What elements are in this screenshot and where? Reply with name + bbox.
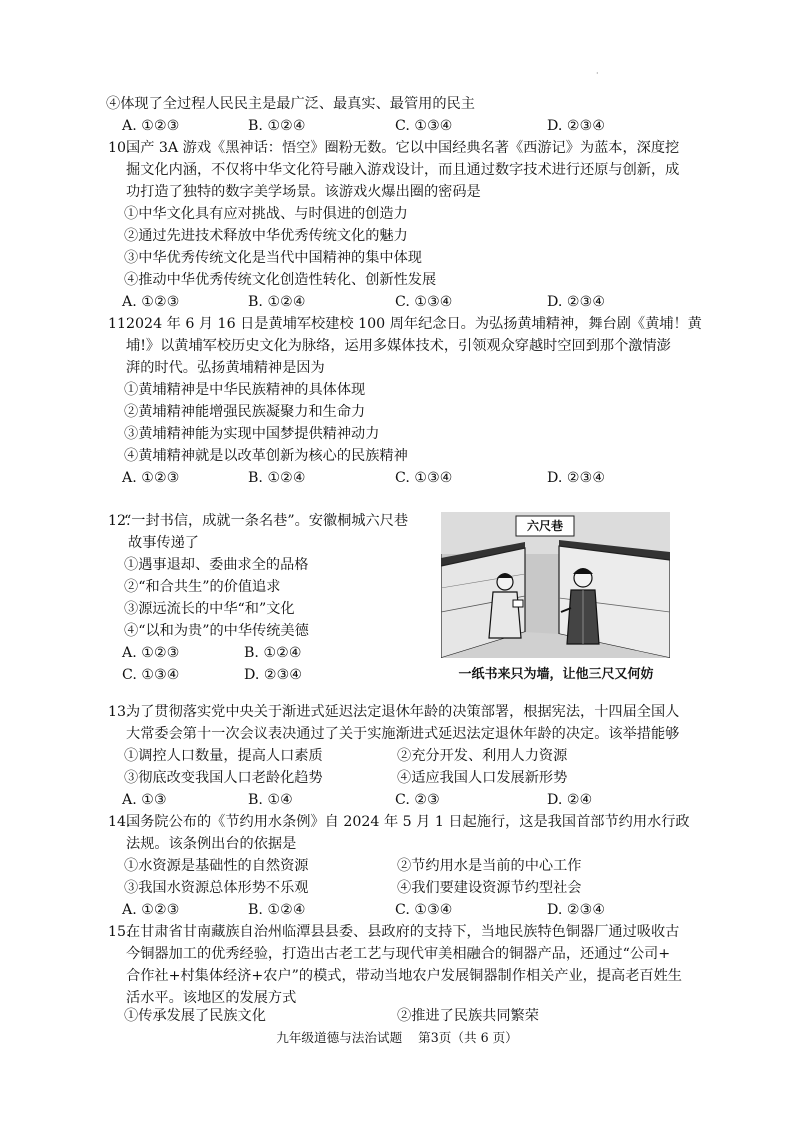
q13-stem-line: 大常委会第十一次会议表决通过了关于实施渐进式延迟法定退休年龄的决定。该举措能够 — [126, 726, 680, 742]
q10-option-d[interactable]: D. ②③④ — [547, 294, 606, 310]
q14-statement-4: ④我们要建设资源节约型社会 — [397, 880, 582, 896]
q11-option-d[interactable]: D. ②③④ — [547, 470, 606, 486]
q13-statement-3: ③彻底改变我国人口老龄化趋势 — [124, 770, 323, 786]
q9-option-a[interactable]: A. ①②③ — [122, 118, 180, 134]
q15-stem-line: 今铜器加工的优秀经验，打造出古老工艺与现代审美相融合的铜器产品，还通过“公司+ — [126, 946, 671, 962]
q14-stem-line: 国务院公布的《节约用水条例》自 2024 年 5 月 1 日起施行，这是我国首部节约用水行政 — [126, 814, 690, 830]
footer-subject: 九年级道德与法治试题 — [276, 1030, 403, 1045]
q10-option-b[interactable]: B. ①②④ — [248, 294, 306, 310]
q12-statement-2: ②“和合共生”的价值追求 — [124, 579, 281, 595]
q11-stem-line: 2024 年 6 月 16 日是黄埔军校建校 100 周年纪念日。为弘扬黄埔精神，舞台剧《黄埔！黄 — [126, 316, 702, 332]
liuchi-alley-illustration — [441, 512, 670, 658]
q9-option-d[interactable]: D. ②③④ — [547, 118, 606, 134]
q11-statement-1: ①黄埔精神是中华民族精神的具体体现 — [124, 382, 366, 398]
q15-stem-line: 在甘肃省甘南藏族自治州临潭县县委、县政府的支持下，当地民族特色铜器厂通过吸收古 — [126, 924, 680, 940]
q14-statement-1: ①水资源是基础性的自然资源 — [124, 858, 309, 874]
page-footer — [0, 1027, 794, 1049]
q12-statement-3: ③源远流长的中华“和”文化 — [124, 601, 295, 617]
q13-number: 13. — [108, 704, 131, 720]
q12-statement-1: ①遇事退却、委曲求全的品格 — [124, 557, 309, 573]
q13-option-c[interactable]: C. ②③ — [395, 792, 440, 808]
q13-statement-4: ④适应我国人口发展新形势 — [397, 770, 568, 786]
q12-option-c[interactable]: C. ①③④ — [122, 667, 180, 683]
q10-option-c[interactable]: C. ①③④ — [395, 294, 453, 310]
q10-statement-1: ①中华文化具有应对挑战、与时俱进的创造力 — [124, 206, 408, 222]
q13-stem-line: 为了贯彻落实党中央关于渐进式延迟法定退休年龄的决策部署，根据宪法，十四届全国人 — [126, 704, 680, 720]
q12-option-d[interactable]: D. ②③④ — [244, 667, 303, 683]
q14-option-d[interactable]: D. ②③④ — [547, 902, 606, 918]
q10-statement-2: ②通过先进技术释放中华优秀传统文化的魅力 — [124, 228, 408, 244]
q14-statement-2: ②节约用水是当前的中心工作 — [397, 858, 582, 874]
scan-dot: · — [596, 69, 599, 78]
q15-statement-1: ①传承发展了民族文化 — [124, 1008, 266, 1024]
q11-stem-line: 湃的时代。弘扬黄埔精神是因为 — [126, 360, 325, 376]
q14-option-c[interactable]: C. ①③④ — [395, 902, 453, 918]
footer-page-number: 第3页（共 6 页） — [418, 1030, 518, 1045]
q12-number: 12. — [108, 513, 131, 529]
q10-option-a[interactable]: A. ①②③ — [122, 294, 180, 310]
q15-number: 15. — [108, 924, 131, 940]
q11-option-c[interactable]: C. ①③④ — [395, 470, 453, 486]
figure-sign-title: 六尺巷 — [526, 519, 563, 533]
q13-statement-1: ①调控人口数量，提高人口素质 — [124, 748, 323, 764]
q14-option-a[interactable]: A. ①②③ — [122, 902, 180, 918]
q15-statement-2: ②推进了民族共同繁荣 — [397, 1008, 539, 1024]
q13-option-b[interactable]: B. ①④ — [248, 792, 293, 808]
q14-number: 14. — [108, 814, 131, 830]
q11-statement-4: ④黄埔精神就是以改革创新为核心的民族精神 — [124, 448, 408, 464]
q15-stem-line: 合作社+村集体经济+农户”的模式，带动当地农户发展铜器制作相关产业，提高老百姓生 — [126, 968, 682, 984]
q11-stem-line: 埔!》以黄埔军校历史文化为脉络，运用多媒体技术，引领观众穿越时空回到那个激情澎 — [126, 338, 671, 354]
q13-option-d[interactable]: D. ②④ — [547, 792, 593, 808]
q12-option-a[interactable]: A. ①②③ — [122, 645, 180, 661]
q10-stem-line: 功打造了独特的数字美学场景。该游戏火爆出圈的密码是 — [126, 184, 481, 200]
q11-number: 11. — [108, 316, 131, 332]
q11-option-b[interactable]: B. ①②④ — [248, 470, 306, 486]
q9-statement-4: ④体现了全过程人民民主是最广泛、最真实、最管用的民主 — [106, 96, 475, 112]
q11-statement-3: ③黄埔精神能为实现中国梦提供精神动力 — [124, 426, 380, 442]
q14-stem-line: 法规。该条例出台的依据是 — [126, 836, 297, 852]
q9-option-b[interactable]: B. ①②④ — [248, 118, 306, 134]
q14-option-b[interactable]: B. ①②④ — [248, 902, 306, 918]
q12-option-b[interactable]: B. ①②④ — [244, 645, 302, 661]
q15-stem-line: 活水平。该地区的发展方式 — [126, 990, 297, 1006]
q13-option-a[interactable]: A. ①③ — [122, 792, 167, 808]
q12-stem-line: 故事传递了 — [128, 535, 199, 551]
figure-caption: 一纸书来只为墙，让他三尺又何妨 — [458, 667, 654, 682]
q11-statement-2: ②黄埔精神能增强民族凝聚力和生命力 — [124, 404, 366, 420]
q10-number: 10. — [108, 140, 131, 156]
q12-statement-4: ④“以和为贵”的中华传统美德 — [124, 623, 309, 639]
q10-statement-4: ④推动中华优秀传统文化创造性转化、创新性发展 — [124, 272, 437, 288]
q9-option-c[interactable]: C. ①③④ — [395, 118, 453, 134]
q11-option-a[interactable]: A. ①②③ — [122, 470, 180, 486]
q13-statement-2: ②充分开发、利用人力资源 — [397, 748, 568, 764]
q12-stem-line: “一封书信，成就一条名巷”。安徽桐城六尺巷 — [124, 513, 409, 529]
q10-statement-3: ③中华优秀传统文化是当代中国精神的集中体现 — [124, 250, 422, 266]
q14-statement-3: ③我国水资源总体形势不乐观 — [124, 880, 309, 896]
q10-stem-line: 掘文化内涵，不仅将中华文化符号融入游戏设计，而且通过数字技术进行还原与创新，成 — [126, 162, 680, 178]
q10-stem-line: 国产 3A 游戏《黑神话：悟空》圈粉无数。它以中国经典名著《西游记》为蓝本，深度挖 — [126, 140, 680, 156]
